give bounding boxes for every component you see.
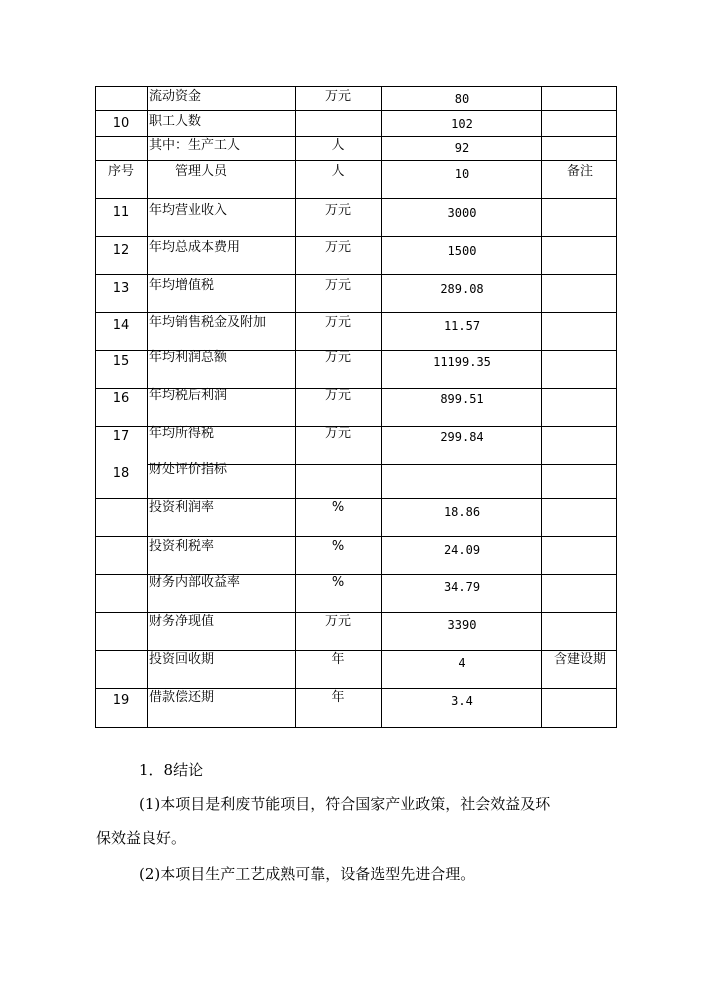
item-value: 299.84 xyxy=(440,430,484,444)
item-name: 投资利润率 xyxy=(149,500,215,515)
rule xyxy=(95,86,617,87)
rule xyxy=(95,498,617,499)
item-no: 12 xyxy=(112,243,130,258)
item-name: 投资利税率 xyxy=(149,539,215,554)
item-unit: 人 xyxy=(331,138,345,153)
item-name: 流动资金 xyxy=(149,89,202,104)
item-value: 10 xyxy=(454,167,470,181)
item-name: 管理人员 xyxy=(175,164,228,179)
item-value: 80 xyxy=(454,92,470,106)
item-unit: 年 xyxy=(331,690,345,705)
item-name: 投资回收期 xyxy=(149,652,215,667)
item-name: 财务内部收益率 xyxy=(149,575,241,590)
item-unit: 万元 xyxy=(324,89,351,104)
item-unit: 万元 xyxy=(324,426,351,441)
rule xyxy=(95,110,617,111)
rule xyxy=(95,160,617,161)
item-no: 14 xyxy=(112,318,130,333)
item-unit: 万元 xyxy=(324,388,351,403)
item-value: 18.86 xyxy=(443,505,481,519)
item-name: 年均销售税金及附加 xyxy=(149,315,267,330)
item-unit: % xyxy=(331,539,345,554)
item-no: 17 xyxy=(112,429,130,444)
item-unit: % xyxy=(331,575,345,590)
rule xyxy=(95,536,617,537)
item-value: 11199.35 xyxy=(433,355,491,369)
item-unit: 年 xyxy=(331,652,345,667)
indicator-table xyxy=(95,86,617,728)
item-no: 10 xyxy=(112,116,130,131)
item-value: 11.57 xyxy=(443,319,481,333)
item-name: 年均总成本费用 xyxy=(149,240,241,255)
item-value: 34.79 xyxy=(443,580,481,594)
rule xyxy=(95,612,617,613)
header-note: 备注 xyxy=(566,164,593,179)
rule xyxy=(95,198,617,199)
paragraph-1-line-1: (1)本项目是利废节能项目，符合国家产业政策，社会效益及环 xyxy=(139,795,551,813)
item-unit: 人 xyxy=(331,164,345,179)
item-value: 92 xyxy=(454,141,470,155)
item-unit: 万元 xyxy=(324,315,351,330)
rule xyxy=(295,86,296,728)
item-value: 3000 xyxy=(447,206,477,220)
rule xyxy=(95,727,617,728)
item-value: 899.51 xyxy=(440,392,484,406)
item-value: 24.09 xyxy=(443,543,481,557)
rule xyxy=(95,650,617,651)
item-value: 102 xyxy=(451,117,473,131)
item-name: 年均税后利润 xyxy=(149,388,228,403)
item-value: 3390 xyxy=(447,618,477,632)
item-value: 3.4 xyxy=(451,694,473,708)
rule xyxy=(95,236,617,237)
item-unit: % xyxy=(331,500,345,515)
rule xyxy=(95,312,617,313)
item-name: 职工人数 xyxy=(149,114,202,129)
item-no: 16 xyxy=(112,391,130,406)
item-value: 289.08 xyxy=(440,282,484,296)
item-name: 年均营业收入 xyxy=(149,203,228,218)
rule xyxy=(95,688,617,689)
header-no: 序号 xyxy=(107,164,134,179)
paragraph-2: (2)本项目生产工艺成熟可靠，设备选型先进合理。 xyxy=(139,865,476,883)
item-no: 19 xyxy=(112,693,130,708)
item-no: 15 xyxy=(112,354,130,369)
item-unit: 万元 xyxy=(324,278,351,293)
item-no: 18 xyxy=(112,466,130,481)
item-note: 含建设期 xyxy=(553,652,606,667)
item-unit: 万元 xyxy=(324,203,351,218)
item-name: 财务净现值 xyxy=(149,614,215,629)
item-name: 年均所得税 xyxy=(149,426,215,441)
rule xyxy=(541,86,542,728)
rule xyxy=(381,86,382,728)
paragraph-1-line-2: 保效益良好。 xyxy=(96,829,187,847)
rule xyxy=(147,86,148,728)
rule xyxy=(616,86,617,728)
item-value: 1500 xyxy=(447,244,477,258)
item-name: 年均利润总额 xyxy=(149,350,228,365)
rule xyxy=(95,136,617,137)
rule xyxy=(95,274,617,275)
item-name: 借款偿还期 xyxy=(149,690,215,705)
item-unit: 万元 xyxy=(324,350,351,365)
section-heading: 1．8结论 xyxy=(139,761,204,779)
item-unit: 万元 xyxy=(324,614,351,629)
item-name: 其中：生产工人 xyxy=(149,138,241,153)
item-name: 财处评价指标 xyxy=(149,462,228,477)
item-unit: 万元 xyxy=(324,240,351,255)
item-no: 11 xyxy=(112,205,130,220)
item-name: 年均增值税 xyxy=(149,278,215,293)
item-no: 13 xyxy=(112,281,130,296)
item-value: 4 xyxy=(458,656,466,670)
rule xyxy=(95,86,96,728)
